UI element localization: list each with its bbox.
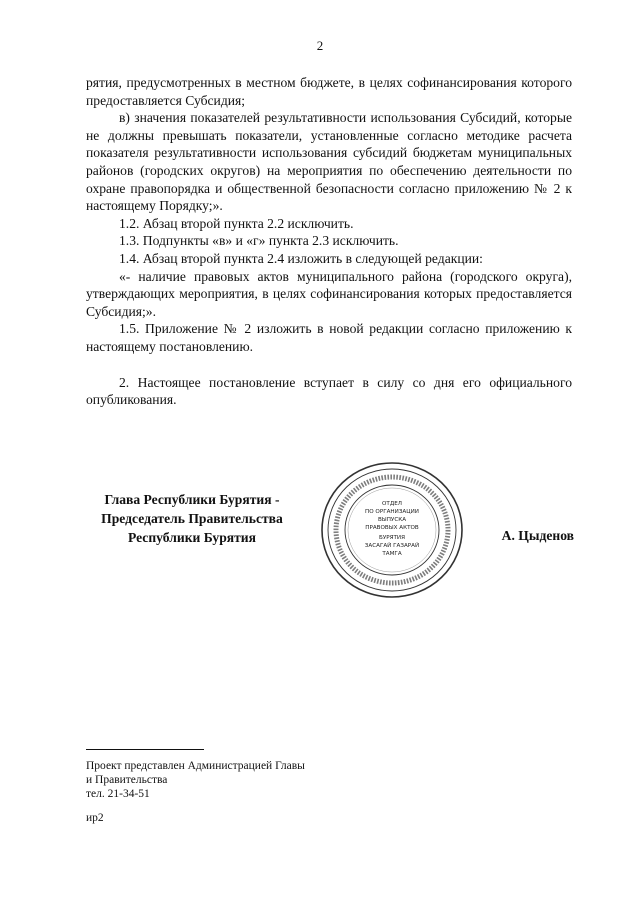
seal-text: ПО ОРГАНИЗАЦИИ	[365, 509, 419, 515]
page-number: 2	[316, 38, 324, 53]
footnote-line: и Правительства	[86, 774, 168, 787]
footnote-divider	[86, 749, 204, 750]
seal-text: ПРАВОВЫХ АКТОВ	[365, 525, 419, 531]
paragraph: «- наличие правовых актов муниципального района (городского округа), утверждающих мероприятия, в целях софинансирования которых предоставляется Субсидия;».	[86, 268, 572, 319]
paragraph: 1.2. Абзац второй пункта 2.2 исключить.	[119, 215, 354, 231]
seal-text: ВЫПУСКА	[377, 517, 407, 523]
paragraph: 1.3. Подпункты «в» и «г» пункта 2.3 исключить.	[119, 233, 399, 249]
footnote-line: тел. 21-34-51	[86, 788, 150, 801]
paragraph: в) значения показателей результативности использования Субсидий, которые не должны превышать показатели, установленные согласно методике расчета показателя результативности использования субсидий бюджетам муниципальных районов (городских округов) на мероприятия по обеспечению деятельности по охране правопорядка и общественной безопасности согласно приложению № 2 к настоящему Порядку;».	[86, 110, 572, 214]
official-seal	[320, 461, 464, 599]
paragraph: рятия, предусмотренных в местном бюджете, в целях софинансирования которого предоставляется Субсидия;	[86, 75, 572, 108]
paragraph: 1.5. Приложение № 2 изложить в новой редакции согласно приложению к настоящему постановлению.	[86, 321, 572, 354]
footnote-line: Проект представлен Администрацией Главы	[86, 760, 305, 772]
signatory-title	[72, 490, 312, 547]
signer-name: А. Цыденов	[501, 528, 574, 543]
seal-text: ОТДЕЛ	[382, 501, 402, 507]
signatory-title-line: Глава Республики Бурятия -	[104, 492, 280, 507]
signatory-title-line: Республики Бурятия	[127, 530, 256, 545]
seal-text: ЗАСАГАЙ ГАЗАРАЙ	[364, 543, 420, 549]
document-code: ир2	[86, 812, 104, 824]
seal-text: ТАМГА	[382, 551, 402, 557]
footnote	[86, 759, 366, 802]
paragraph: 2. Настоящее постановление вступает в силу со дня его официального опубликования.	[86, 374, 572, 408]
seal-text: БУРЯТИЯ	[379, 535, 405, 541]
signatory-title-line: Председатель Правительства	[101, 511, 283, 526]
document-body	[86, 74, 572, 409]
paragraph: 1.4. Абзац второй пункта 2.4 изложить в следующей редакции:	[119, 250, 483, 266]
